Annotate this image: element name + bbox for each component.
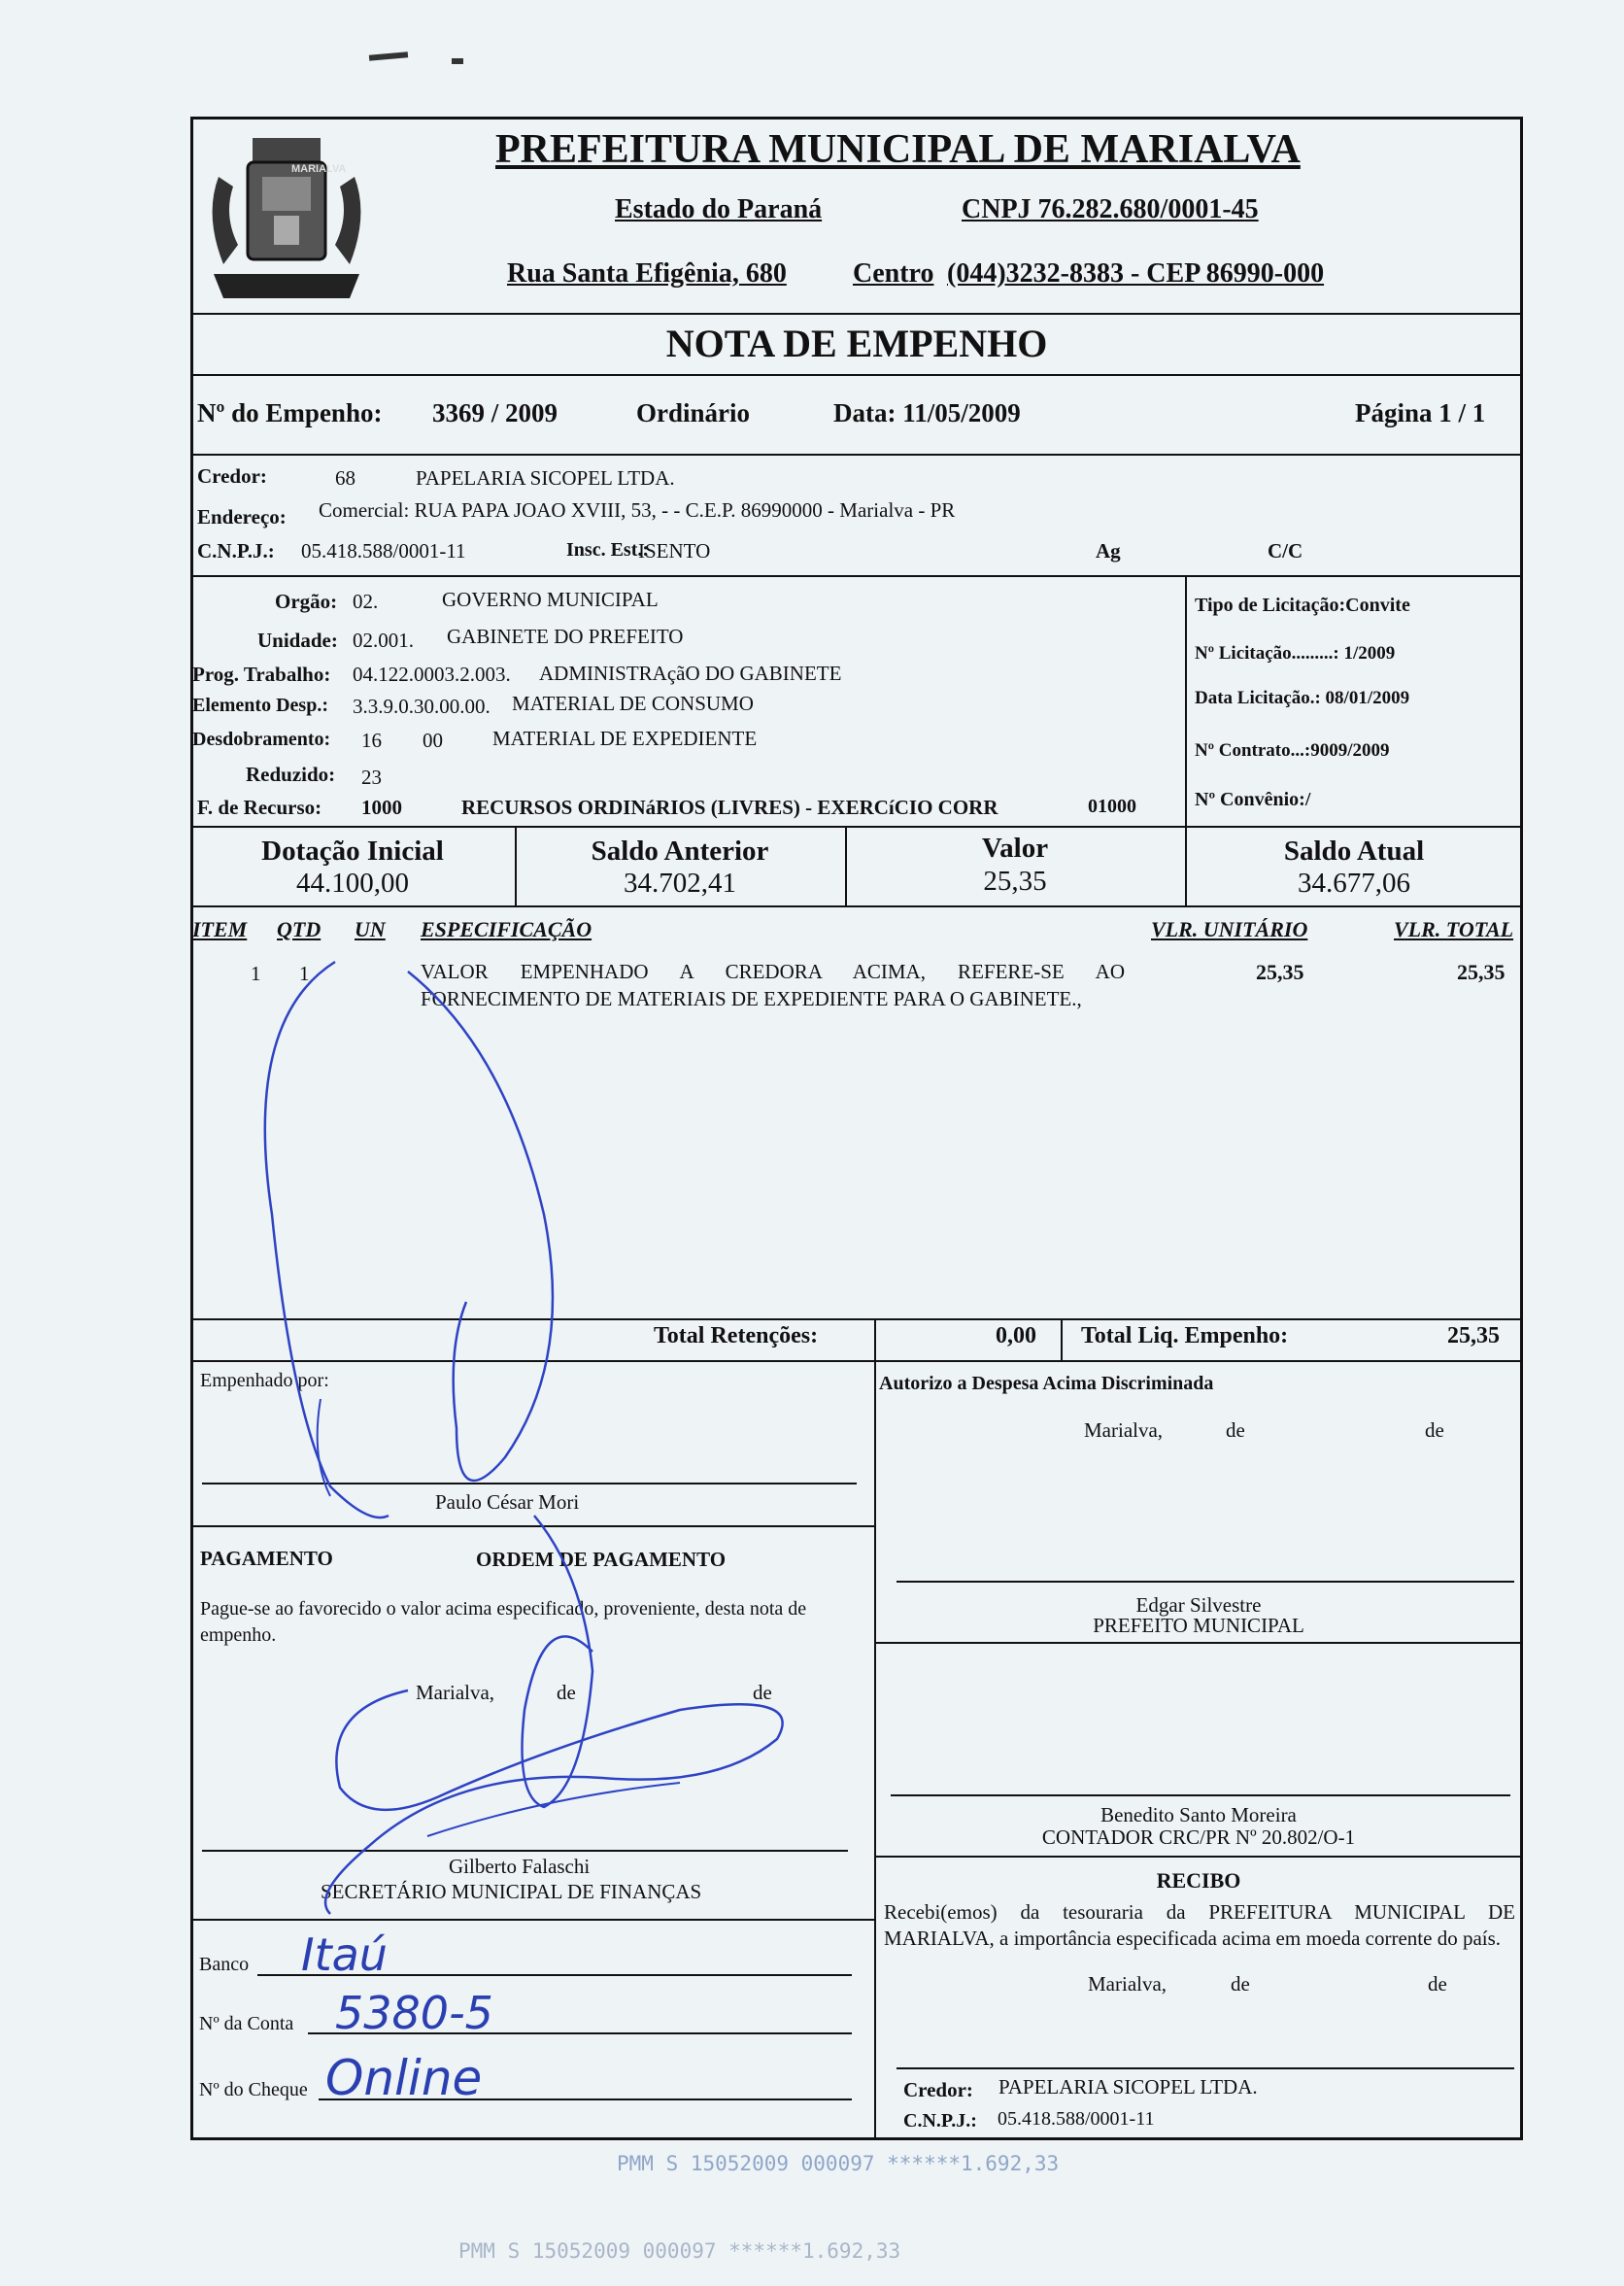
autorizo-de-2: de — [1425, 1418, 1444, 1442]
orgao-name: GOVERNO MUNICIPAL — [442, 588, 659, 611]
page-title: PREFEITURA MUNICIPAL DE MARIALVA — [495, 127, 1301, 172]
fonte-number: 01000 — [1088, 796, 1136, 817]
row-item: 1 — [251, 962, 261, 985]
fonte-label: F. de Recurso: — [197, 796, 322, 819]
credor-cnpj-label: C.N.P.J.: — [197, 539, 275, 563]
contador-role: CONTADOR CRC/PR Nº 20.802/O-1 — [1041, 1825, 1356, 1849]
autorizo-marialva: Marialva, — [1084, 1418, 1164, 1442]
emblem-text: MARIALVA — [291, 163, 347, 175]
prog-name: ADMINISTRAçãO DO GABINETE — [539, 662, 842, 685]
ordem-pagamento-label: ORDEM DE PAGAMENTO — [476, 1548, 727, 1571]
desdobramento-b: 00 — [423, 729, 443, 752]
prefeito-role: PREFEITO MUNICIPAL — [1093, 1614, 1304, 1637]
cheque-label: Nº do Cheque — [199, 2079, 308, 2100]
ink-smudge — [369, 51, 408, 60]
credor-address: Comercial: RUA PAPA JOAO XVIII, 53, - - C.E.P. 86990000 - Marialva - PR — [319, 498, 956, 522]
empenho-date: Data: 11/05/2009 — [833, 398, 1021, 427]
elemento-label: Elemento Desp.: — [192, 695, 328, 716]
col-qtd: QTD — [277, 917, 321, 941]
orgao-code: 02. — [353, 590, 379, 613]
numero-convenio: Nº Convênio:/ — [1195, 789, 1311, 810]
empenhado-por-name: Paulo César Mori — [435, 1490, 580, 1514]
fonte-name: RECURSOS ORDINáRIOS (LIVRES) - EXERCíCIO CORR — [461, 796, 998, 819]
recibo-cnpj-label: C.N.P.J.: — [903, 2110, 977, 2132]
recibo-de-2: de — [1428, 1972, 1447, 1996]
desdobramento-a: 16 — [361, 729, 382, 752]
empenho-number: 3369 / 2009 — [432, 398, 558, 427]
saldo-atual-label: Saldo Atual — [1283, 836, 1425, 867]
credor-code: 68 — [335, 466, 355, 490]
saldo-anterior-value: 34.702,41 — [624, 868, 736, 899]
prefeito-name: Edgar Silvestre — [1135, 1593, 1262, 1617]
unidade-code: 02.001. — [353, 629, 414, 652]
credor-name: PAPELARIA SICOPEL LTDA. — [416, 466, 675, 490]
saldo-atual-value: 34.677,06 — [1298, 868, 1410, 899]
state-label: Estado do Paraná — [615, 194, 823, 224]
ink-smudge-2 — [452, 58, 463, 64]
desdobramento-name: MATERIAL DE EXPEDIENTE — [492, 727, 758, 750]
data-licitacao: Data Licitação.: 08/01/2009 — [1195, 688, 1410, 708]
elemento-code: 3.3.9.0.30.00.00. — [353, 695, 491, 718]
machine-stamp-2: PMM S 15052009 000097 ******1.692,33 — [458, 2239, 901, 2263]
ordem-de-2: de — [753, 1681, 772, 1704]
col-spec: ESPECIFICAÇÃO — [421, 917, 592, 941]
empenho-type: Ordinário — [636, 398, 751, 427]
col-item: ITEM — [192, 917, 248, 941]
cc-label: C/C — [1268, 539, 1303, 563]
unidade-label: Unidade: — [257, 629, 338, 652]
phone-cep-label: (044)3232-8383 - CEP 86990-000 — [947, 258, 1325, 289]
dotacao-value: 44.100,00 — [296, 868, 409, 899]
fonte-code: 1000 — [361, 796, 402, 819]
pagamento-label: PAGAMENTO — [200, 1547, 333, 1570]
handwritten-cheque: Online — [325, 2050, 483, 2106]
total-liquido-label: Total Liq. Empenho: — [1081, 1323, 1289, 1348]
ag-label: Ag — [1096, 539, 1121, 563]
col-unit-value: VLR. UNITÁRIO — [1151, 917, 1308, 941]
total-liquido-value: 25,35 — [1447, 1323, 1500, 1348]
banco-label: Banco — [199, 1954, 250, 1975]
numero-licitacao: Nº Licitação.........: 1/2009 — [1195, 643, 1396, 664]
dotacao-label: Dotação Inicial — [261, 836, 444, 867]
autorizo-label: Autorizo a Despesa Acima Discriminada — [879, 1373, 1214, 1394]
cnpj-label: CNPJ 76.282.680/0001-45 — [962, 194, 1259, 224]
secretario-name: Gilberto Falaschi — [449, 1855, 591, 1878]
saldo-anterior-label: Saldo Anterior — [591, 836, 769, 867]
recibo-credor-label: Credor: — [903, 2078, 973, 2101]
insc-value: ISENTO — [638, 539, 711, 563]
page-number: Página 1 / 1 — [1355, 398, 1486, 427]
secretario-role: SECRETÁRIO MUNICIPAL DE FINANÇAS — [321, 1880, 702, 1903]
numero-contrato: Nº Contrato...:9009/2009 — [1195, 740, 1390, 761]
row-qtd: 1 — [299, 962, 310, 985]
prog-code: 04.122.0003.2.003. — [353, 663, 511, 686]
insc-label: Insc. Est.: — [566, 539, 650, 561]
valor-label: Valor — [981, 833, 1049, 864]
total-retencoes-value: 0,00 — [996, 1323, 1036, 1348]
pague-se-text: Pague-se ao favorecido o valor acima especificado, proveniente, desta nota de empenho. — [200, 1598, 807, 1646]
credor-cnpj: 05.418.588/0001-11 — [301, 539, 466, 563]
row-specification: VALOR EMPENHADO A CREDORA ACIMA, REFERE-SE AO FORNECIMENTO DE MATERIAIS DE EXPEDIENTE PARA O GABINETE., — [421, 960, 1125, 1010]
prog-label: Prog. Trabalho: — [192, 663, 331, 686]
reduzido-label: Reduzido: — [246, 763, 336, 786]
handwritten-conta: 5380-5 — [335, 1987, 493, 2039]
desdobramento-label: Desdobramento: — [192, 729, 331, 750]
orgao-label: Orgão: — [275, 590, 338, 613]
document-title: NOTA DE EMPENHO — [665, 322, 1048, 365]
reduzido-value: 23 — [361, 766, 382, 789]
col-total-value: VLR. TOTAL — [1394, 917, 1514, 941]
machine-stamp-1: PMM S 15052009 000097 ******1.692,33 — [617, 2152, 1060, 2175]
empenho-number-label: Nº do Empenho: — [197, 398, 383, 427]
col-un: UN — [355, 917, 386, 941]
credor-label: Credor: — [197, 464, 267, 488]
street-label: Rua Santa Efigênia, 680 — [507, 258, 787, 289]
ordem-marialva: Marialva, — [416, 1681, 495, 1704]
recibo-text: Recebi(emos) da tesouraria da PREFEITURA MUNICIPAL DE MARIALVA, a importância especificada acima em moeda corrente do país. — [884, 1900, 1515, 1950]
district-label: Centro — [853, 258, 934, 289]
total-retencoes-label: Total Retenções: — [654, 1323, 819, 1348]
recibo-cnpj: 05.418.588/0001-11 — [998, 2108, 1155, 2130]
contador-name: Benedito Santo Moreira — [1100, 1803, 1297, 1826]
ordem-de-1: de — [557, 1681, 576, 1704]
empenhado-por-label: Empenhado por: — [200, 1370, 329, 1391]
recibo-de-1: de — [1231, 1972, 1250, 1996]
address-label: Endereço: — [197, 505, 287, 529]
unidade-name: GABINETE DO PREFEITO — [447, 625, 684, 648]
valor-value: 25,35 — [983, 866, 1047, 897]
recibo-title: RECIBO — [1156, 1868, 1241, 1893]
tipo-licitacao: Tipo de Licitação:Convite — [1195, 595, 1410, 616]
conta-label: Nº da Conta — [199, 2013, 294, 2034]
elemento-name: MATERIAL DE CONSUMO — [512, 692, 754, 715]
recibo-marialva: Marialva, — [1088, 1972, 1167, 1996]
autorizo-de-1: de — [1226, 1418, 1245, 1442]
recibo-credor-name: PAPELARIA SICOPEL LTDA. — [998, 2075, 1258, 2098]
row-total-value: 25,35 — [1457, 960, 1506, 984]
row-unit-value: 25,35 — [1256, 960, 1304, 984]
handwritten-banco: Itaú — [301, 1928, 388, 1981]
municipal-coat-of-arms-icon — [194, 119, 379, 313]
